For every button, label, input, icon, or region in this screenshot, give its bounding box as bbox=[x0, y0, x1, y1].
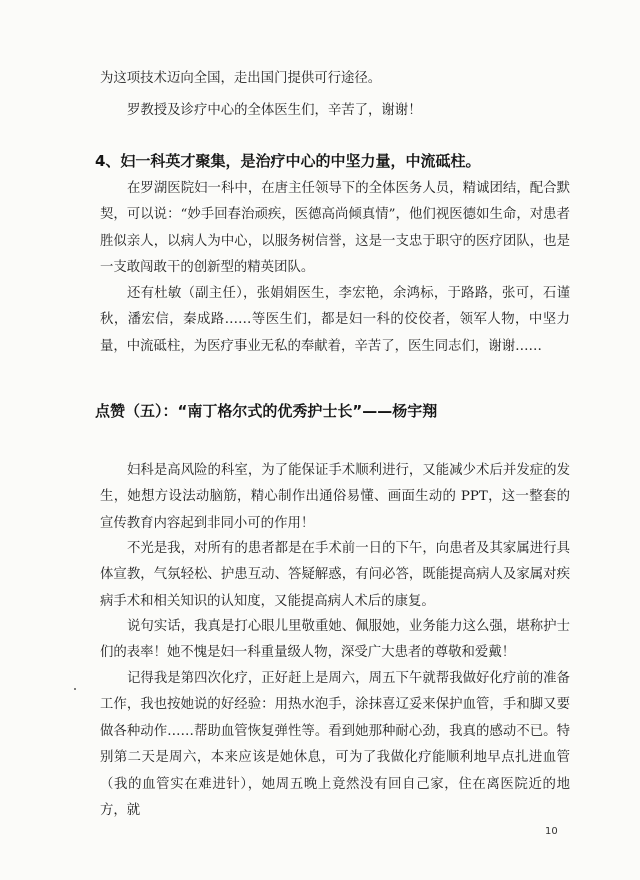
section-heading-praise-5: 点赞（五）：“南丁格尔式的优秀护士长”——杨宇翔 bbox=[95, 402, 438, 420]
paragraph-respect: 说句实话，我真是打心眼儿里敬重她、佩服她，业务能力这么强，堪称护士们的表率！她不愧是妇一科重量级人物，深受广大患者的尊敬和爱戴！ bbox=[100, 619, 570, 661]
page-number: 10 bbox=[545, 826, 558, 837]
paragraph-ppt-education: 妇科是高风险的科室，为了能保证手术顺利进行，又能减少术后并发症的发生，她想方设法动脑筋，精心制作出通俗易懂、画面生动的 PPT，这一整套的宣传教育内容起到非同小可的作用！ bbox=[100, 463, 570, 531]
paragraph-continuation: 为这项技术迈向全国，走出国门提供可行途径。 bbox=[100, 71, 382, 86]
paragraph-thanks-luo: 罗教授及诊疗中心的全体医生们，辛苦了，谢谢！ bbox=[127, 103, 422, 118]
paragraph-doctor-names: 还有杜敏（副主任），张娟娟医生，李宏艳，余鸿标，于路路，张可，石谨秋，潘宏信，秦成路……等医生们，都是妇一科的佼佼者，领军人物，中坚力量，中流砥柱，为医疗事业无私的奉献着，辛苦了，医生同志们，谢谢…… bbox=[100, 286, 570, 354]
section-heading-4: 4、妇一科英才聚集，是治疗中心的中坚力量，中流砥柱。 bbox=[95, 152, 481, 170]
paragraph-chemotherapy: 记得我是第四次化疗，正好赶上是周六，周五下午就帮我做好化疗前的准备工作，我也按她说的好经验：用热水泡手，涂抹喜辽妥来保护血管，手和脚又要做各种动作……帮助血管恢复弹性等。看到她那种耐心劲，我真的感动不已。特别第二天是周六，本来应该是她休息，可为了我做化疗能顺利地早点扎进血管（我的血管实在难进针），她周五晚上竟然没有回自己家，住在离医院近的地方，就 bbox=[100, 671, 570, 819]
paragraph-preoperative-briefing: 不光是我，对所有的患者都是在手术前一日的下午，向患者及其家属进行具体宣教，气氛轻松、护患互动、答疑解惑，有问必答，既能提高病人及家属对疾病手术和相关知识的认知度，又能提高病人术后的康复。 bbox=[100, 541, 570, 609]
scan-speck bbox=[74, 688, 76, 690]
paragraph-team-description: 在罗湖医院妇一科中，在唐主任领导下的全体医务人员，精诚团结，配合默契，可以说：“妙手回春治顽疾，医德高尚倾真情”，他们视医德如生命，对患者胜似亲人，以病人为中心，以服务树信誉，这是一支忠于职守的医疗团队，也是一支敢闯敢干的创新型的精英团队。 bbox=[100, 181, 570, 276]
